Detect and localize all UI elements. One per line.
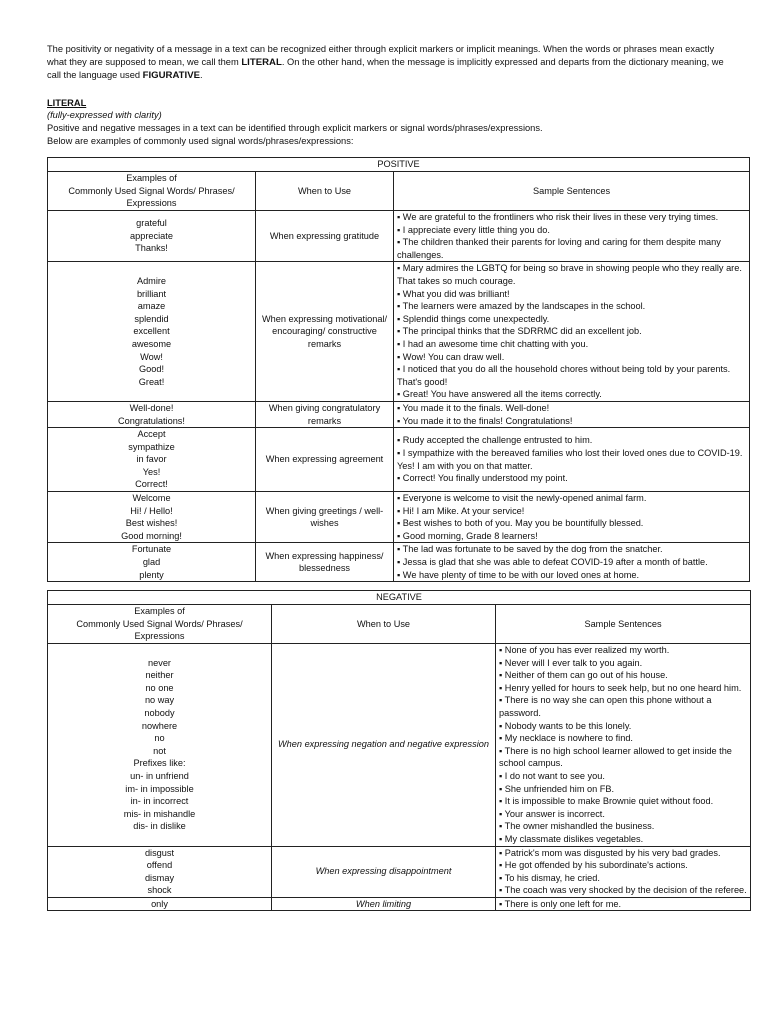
negative-table-row [48, 846, 751, 897]
signal-word: Prefixes like: [133, 758, 186, 769]
header-line: Sample Sentences [584, 618, 662, 629]
sample-sentences-cell [394, 492, 750, 543]
positive-table [47, 157, 750, 582]
sample-sentence: ▪ Your answer is incorrect. [499, 808, 605, 819]
signal-word: shock [147, 885, 172, 896]
signal-word: un- in unfriend [130, 770, 189, 781]
sample-sentences-cell [394, 211, 750, 262]
sample-sentence: ▪ Hi! I am Mike. At your service! [397, 505, 525, 516]
signal-word: no one [145, 682, 174, 693]
intro-text-b: . On the other hand, when the message is implicitly expressed and departs from the dictionary meaning, we call the language used [47, 56, 724, 81]
header-line: When to Use [297, 185, 352, 196]
signal-word: excellent [133, 326, 170, 337]
sample-sentence: ▪ Splendid things come unexpectedly. [397, 313, 550, 324]
signal-word: Hi! / Hello! [130, 505, 173, 516]
sample-sentence: ▪ Never will I ever talk to you again. [499, 657, 643, 668]
sample-sentence: ▪ The children thanked their parents for loving and caring for them despite many challenges. [397, 237, 721, 260]
sample-sentences-cell [394, 543, 750, 582]
sample-sentence: ▪ None of you has ever realized my worth. [499, 645, 670, 655]
sample-sentence: ▪ Best wishes to both of you. May you be bountifully blessed. [397, 518, 644, 529]
sample-sentence: ▪ Everyone is welcome to visit the newly-opened animal farm. [397, 493, 647, 504]
sample-sentence: ▪ I sympathize with the bereaved families who lost their loved ones due to COVID-19. Yes! I am with you on that matter. [397, 447, 743, 471]
signal-word: dis- in dislike [133, 821, 186, 832]
sample-sentence: ▪ He got offended by his subordinate's actions. [499, 860, 688, 871]
sample-sentence: ▪ You made it to the finals! Congratulations! [397, 415, 573, 426]
negative-column-header [48, 605, 272, 644]
sample-sentence: ▪ Rudy accepted the challenge entrusted to him. [397, 435, 593, 446]
literal-heading: LITERAL [47, 97, 87, 108]
header-line: When to Use [356, 618, 411, 629]
sample-sentences-cell [496, 897, 751, 911]
signal-word: Admire [136, 275, 167, 286]
signal-word: Fortunate [131, 544, 172, 555]
sample-sentence: ▪ The coach was very shocked by the decision of the referee. [499, 885, 747, 896]
signal-word: amaze [137, 301, 166, 312]
sample-sentence: ▪ There is no way she can open this phone without a password. [499, 695, 712, 718]
positive-column-header [48, 172, 256, 211]
sample-sentences-cell [496, 644, 751, 847]
positive-header-row [48, 172, 750, 211]
sample-sentence: ▪ What you did was brilliant! [397, 288, 510, 299]
sample-sentence: ▪ To his dismay, he cried. [499, 872, 600, 883]
positive-column-header [256, 172, 394, 211]
header-line: Expressions [134, 631, 185, 642]
literal-subheading: (fully-expressed with clarity) [47, 110, 162, 121]
when-to-use-cell: When giving congratulatory remarks [256, 401, 394, 427]
sample-sentences-cell [496, 846, 751, 897]
sample-sentence: ▪ You made it to the finals. Well-done! [397, 402, 550, 413]
signal-words-cell [48, 401, 256, 427]
signal-word: grateful [136, 218, 167, 229]
sample-sentence: ▪ I had an awesome time chit chatting with you. [397, 338, 589, 349]
negative-title-row [48, 591, 751, 605]
sample-sentence: ▪ She unfriended him on FB. [499, 783, 615, 794]
figurative-term: FIGURATIVE [142, 70, 201, 82]
intro-line-2: Below are examples of commonly used signal words/phrases/expressions: [47, 135, 354, 146]
when-to-use-cell: When expressing gratitude [256, 211, 394, 262]
header-line: Sample Sentences [532, 185, 611, 196]
sample-sentence: ▪ The learners were amazed by the landscapes in the school. [397, 301, 646, 312]
sample-sentence: ▪ Mary admires the LGBTQ for being so brave in showing people who they really are. That takes so much courage. [397, 263, 742, 286]
sample-sentence: ▪ The principal thinks that the SDRRMC did an excellent job. [397, 326, 642, 337]
signal-words-cell [48, 846, 272, 897]
sample-sentence: ▪ Jessa is glad that she was able to defeat COVID-19 after a month of battle. [397, 557, 708, 568]
intro-text-c: . [200, 70, 203, 81]
sample-sentence: ▪ Henry yelled for hours to seek help, but no one heard him. [499, 682, 742, 693]
header-line: Commonly Used Signal Words/ Phrases/ [76, 618, 243, 629]
signal-words-cell [48, 897, 272, 911]
when-to-use-cell: When expressing motivational/ encouraging/ constructive remarks [256, 262, 394, 402]
sample-sentence: ▪ My necklace is nowhere to find. [499, 733, 633, 744]
signal-word: Congratulations! [118, 415, 185, 426]
sample-sentence: ▪ Good morning, Grade 8 learners! [397, 530, 538, 541]
signal-word: Thanks! [135, 243, 168, 254]
signal-word: disgust [144, 847, 175, 858]
positive-table-row [48, 211, 750, 262]
intro-paragraph [47, 43, 727, 83]
positive-table-row [48, 492, 750, 543]
signal-word: offend [146, 860, 173, 871]
signal-word: Well-done! [129, 402, 174, 413]
negative-header-row [48, 605, 751, 644]
when-to-use-cell: When limiting [272, 897, 496, 911]
signal-word: never [148, 657, 171, 668]
intro-line-1: Positive and negative messages in a text can be identified through explicit markers or signal words/phrases/expressions. [47, 122, 543, 133]
header-line: Expressions [126, 198, 177, 209]
positive-column-header [394, 172, 750, 211]
positive-table-row [48, 543, 750, 582]
signal-word: Great! [138, 376, 165, 387]
positive-table-row [48, 262, 750, 402]
signal-word: in- in incorrect [130, 796, 189, 807]
sample-sentence: ▪ Great! You have answered all the items correctly. [397, 389, 602, 400]
sample-sentence: ▪ There is no high school learner allowed to get inside the school campus. [499, 745, 732, 769]
sample-sentence: ▪ There is only one left for me. [499, 898, 622, 909]
positive-table-row [48, 428, 750, 492]
negative-table-title: NEGATIVE [48, 591, 751, 605]
sample-sentence: ▪ I do not want to see you. [499, 770, 605, 781]
signal-word: Yes! [142, 466, 161, 477]
signal-word: splendid [134, 313, 169, 324]
signal-word: mis- in mishandle [123, 808, 196, 819]
intro-text-a: The positivity or negativity of a message in a text can be recognized either through explicit markers or implicit meanings. When the words or phrases mean exactly what they are supposed to mean, we call them [47, 44, 715, 67]
signal-word: Correct! [135, 479, 168, 490]
when-to-use-cell: When expressing agreement [256, 428, 394, 492]
sample-sentence: ▪ Correct! You finally understood my point. [397, 473, 568, 484]
signal-words-cell [48, 644, 272, 847]
sample-sentence: ▪ I appreciate every little thing you do. [397, 224, 550, 235]
sample-sentence: ▪ It is impossible to make Brownie quiet without food. [499, 796, 714, 807]
header-line: Examples of [134, 606, 185, 617]
signal-word: Best wishes! [125, 518, 178, 529]
sample-sentences-cell [394, 401, 750, 427]
signal-word: Accept [137, 429, 166, 440]
negative-table-row [48, 897, 751, 911]
signal-words-cell [48, 211, 256, 262]
signal-word: in favor [136, 454, 167, 465]
positive-table-title: POSITIVE [48, 158, 750, 172]
signal-word: glad [142, 557, 161, 568]
signal-word: nowhere [141, 720, 178, 731]
sample-sentence: ▪ The lad was fortunate to be saved by the dog from the snatcher. [397, 544, 663, 555]
sample-sentences-cell [394, 428, 750, 492]
when-to-use-cell: When giving greetings / well-wishes [256, 492, 394, 543]
signal-words-cell [48, 428, 256, 492]
signal-word: only [151, 898, 168, 909]
sample-sentence: ▪ My classmate dislikes vegetables. [499, 833, 644, 844]
intro-section [47, 43, 727, 147]
signal-words-cell [48, 262, 256, 402]
sample-sentence: ▪ The owner mishandled the business. [499, 821, 655, 832]
sample-sentence: ▪ We have plenty of time to be with our loved ones at home. [397, 569, 640, 580]
when-to-use-cell: When expressing disappointment [272, 846, 496, 897]
sample-sentence: ▪ We are grateful to the frontliners who risk their lives in these very trying times. [397, 212, 719, 222]
signal-word: neither [145, 670, 174, 681]
header-line: Examples of [126, 173, 177, 184]
negative-column-header [272, 605, 496, 644]
signal-word: brilliant [136, 288, 167, 299]
signal-word: Good morning! [121, 530, 182, 541]
negative-column-header [496, 605, 751, 644]
sample-sentence: ▪ Nobody wants to be this lonely. [499, 720, 632, 731]
positive-table-row [48, 401, 750, 427]
signal-word: appreciate [130, 230, 173, 241]
signal-word: dismay [144, 872, 175, 883]
sample-sentence: ▪ Patrick's mom was disgusted by his very bad grades. [499, 847, 721, 858]
header-line: Commonly Used Signal Words/ Phrases/ [68, 185, 235, 196]
signal-word: Wow! [140, 351, 163, 362]
when-to-use-cell: When expressing happiness/ blessedness [256, 543, 394, 582]
signal-word: nobody [144, 707, 175, 718]
sample-sentence: ▪ I noticed that you do all the household chores without being told by your parents. That's good! [397, 364, 731, 387]
when-to-use-cell: When expressing negation and negative expression [272, 644, 496, 847]
negative-table [47, 590, 751, 911]
signal-word: awesome [131, 338, 172, 349]
sample-sentence: ▪ Neither of them can go out of his house. [499, 670, 668, 681]
negative-table-row [48, 644, 751, 847]
signal-word: not [153, 745, 166, 756]
signal-word: Welcome [132, 493, 171, 504]
positive-title-row [48, 158, 750, 172]
sample-sentence: ▪ Wow! You can draw well. [397, 351, 505, 362]
literal-term: LITERAL [241, 56, 282, 68]
sample-sentences-cell [394, 262, 750, 402]
signal-word: no [154, 733, 165, 744]
signal-word: sympathize [128, 441, 175, 452]
signal-word: plenty [139, 569, 164, 580]
signal-word: im- in impossible [125, 783, 194, 794]
signal-words-cell [48, 543, 256, 582]
signal-word: no way [144, 695, 175, 706]
signal-words-cell [48, 492, 256, 543]
signal-word: Good! [138, 364, 165, 375]
